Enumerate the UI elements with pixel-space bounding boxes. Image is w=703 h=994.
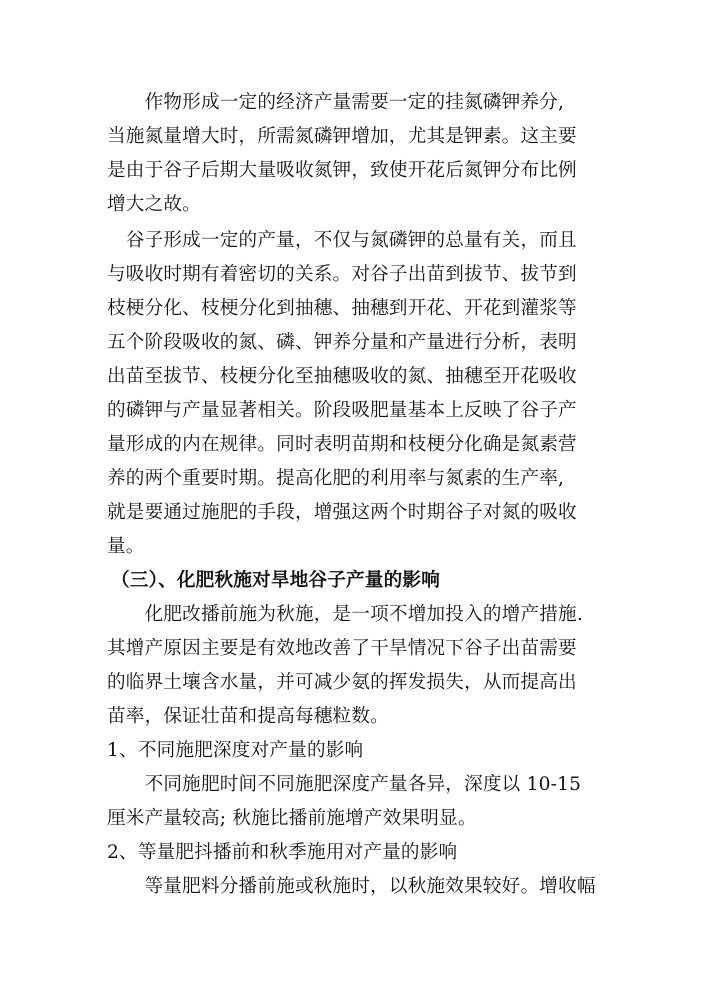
paragraph-3-line-3: 的临界土壤含水量，并可减少氨的挥发损失，从而提高出 — [107, 672, 577, 693]
paragraph-3-line-4: 苗率，保证壮苗和提高每穗粒数。 — [107, 706, 389, 727]
paragraph-5-line-1: 等量肥料分播前施或秋施时，以秋施效果较好。增收幅 — [107, 876, 596, 897]
paragraph-4-line-2: 厘米产量较高; 秋施比播前施增产效果明显。 — [107, 808, 477, 829]
paragraph-2-line-1: 谷子形成一定的产量，不仅与氮磷钾的总量有关，而且 — [107, 230, 577, 251]
section-heading: （三）、化肥秋施对旱地谷子产量的影响 — [111, 570, 440, 591]
paragraph-4-line-1: 不同施肥时间不同施肥深度产量各异，深度以 10-15 — [107, 774, 582, 795]
paragraph-2-line-5: 出苗至拔节、枝梗分化至抽穗吸收的氮、抽穗至开花吸收 — [107, 366, 577, 387]
paragraph-1-line-4: 增大之故。 — [107, 194, 201, 215]
paragraph-3-line-2: 其增产原因主要是有效地改善了干旱情况下谷子出苗需要 — [107, 638, 577, 659]
paragraph-1-line-1: 作物形成一定的经济产量需要一定的挂氮磷钾养分, — [107, 92, 565, 113]
paragraph-2-line-3: 枝梗分化、枝梗分化到抽穗、抽穗到开花、开花到灌浆等 — [107, 298, 577, 319]
subheading-1: 1、不同施肥深度对产量的影响 — [107, 740, 364, 761]
paragraph-1-line-3: 是由于谷子后期大量吸收氮钾，致使开花后氮钾分布比例 — [107, 160, 577, 181]
paragraph-2-line-10: 量。 — [107, 536, 145, 557]
paragraph-2-line-7: 量形成的内在规律。同时表明苗期和枝梗分化确是氮素营 — [107, 434, 577, 455]
paragraph-2-line-8: 养的两个重要时期。提高化肥的利用率与氮素的生产率, — [107, 468, 565, 489]
paragraph-3-line-1: 化肥改播前施为秋施，是一项不增加投入的增产措施. — [107, 604, 583, 625]
paragraph-2-line-9: 就是要通过施肥的手段，增强这两个时期谷子对氮的吸收 — [107, 502, 577, 523]
subheading-2: 2、等量肥抖播前和秋季施用对产量的影响 — [107, 842, 458, 863]
paragraph-1-line-2: 当施氮量增大时，所需氮磷钾增加，尤其是钾素。这主要 — [107, 126, 577, 147]
paragraph-2-line-2: 与吸收时期有着密切的关系。对谷子出苗到拔节、拔节到 — [107, 264, 577, 285]
paragraph-2-line-4: 五个阶段吸收的氮、磷、钾养分量和产量进行分析，表明 — [107, 332, 577, 353]
paragraph-2-line-6: 的磷钾与产量显著相关。阶段吸肥量基本上反映了谷子产 — [107, 400, 577, 421]
